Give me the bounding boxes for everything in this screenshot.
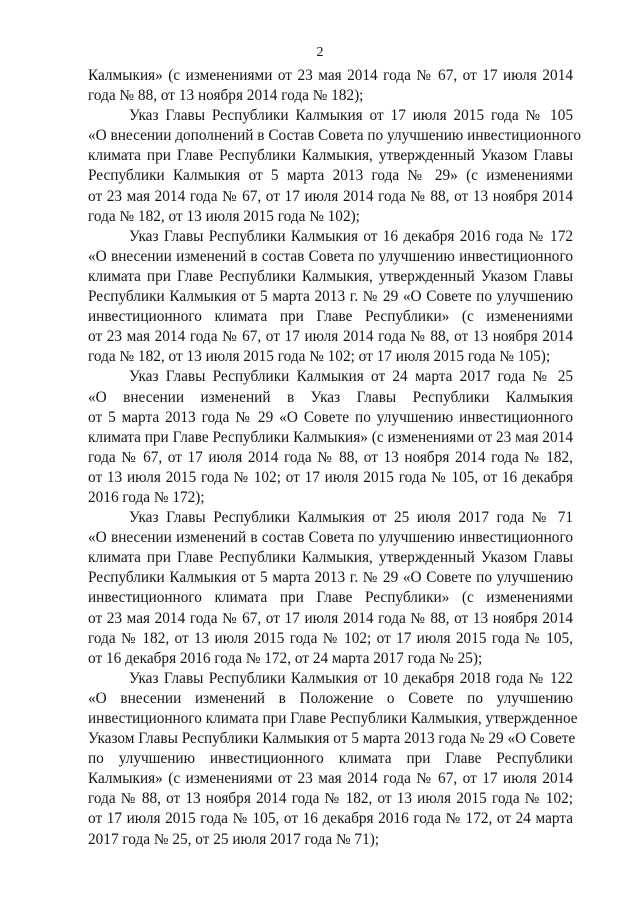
document-body bbox=[88, 66, 582, 850]
text-line: «О внесении изменений в Указ Главы Республики Калмыкия bbox=[88, 388, 573, 406]
text-line: «О внесении изменений в Положение о Совете по улучшению bbox=[88, 689, 573, 707]
text-line: Республики Калмыкия от 5 марта 2013 года № 29» (с изменениями bbox=[88, 167, 573, 185]
text-line: Калмыкия» (с изменениями от 23 мая 2014 года № 67, от 17 июля 2014 bbox=[88, 770, 573, 788]
text-line: Указ Главы Республики Калмыкия от 10 декабря 2018 года № 122 bbox=[129, 669, 573, 687]
text-line: инвестиционного климата при Главе Республики» (с изменениями bbox=[88, 308, 573, 326]
text-line: от 13 июля 2015 года № 102; от 17 июля 2015 года № 105, от 16 декабря bbox=[88, 468, 573, 486]
text-line: от 17 июля 2015 года № 105, от 16 декабря 2016 года № 172, от 24 марта bbox=[88, 810, 573, 828]
text-line: года № 182, от 13 июля 2015 года № 102; от 17 июля 2015 года № 105); bbox=[88, 348, 551, 366]
text-line: «О внесении изменений в состав Совета по улучшению инвестиционного bbox=[88, 247, 573, 265]
text-line: 2016 года № 172); bbox=[88, 488, 205, 506]
text-line: климата при Главе Республики Калмыкия, утвержденный Указом Главы bbox=[88, 267, 573, 285]
text-line: года № 182, от 13 июля 2015 года № 102); bbox=[88, 207, 360, 225]
text-line: года № 88, от 13 ноября 2014 года № 182, от 13 июля 2015 года № 102; bbox=[88, 790, 573, 808]
text-line: Калмыкия» (с изменениями от 23 мая 2014 года № 67, от 17 июля 2014 bbox=[88, 67, 573, 84]
text-line: «О внесении дополнений в Состав Совета по улучшению инвестиционного bbox=[88, 127, 582, 145]
text-line: 2017 года № 25, от 25 июля 2017 года № 71); bbox=[88, 830, 380, 848]
text-line: от 23 мая 2014 года № 67, от 17 июля 2014 года № 88, от 13 ноября 2014 bbox=[88, 187, 573, 205]
text-line: климата при Главе Республики Калмыкия, утвержденный Указом Главы bbox=[88, 147, 573, 165]
text-line: года № 88, от 13 ноября 2014 года № 182); bbox=[88, 87, 364, 105]
text-line: инвестиционного климата при Главе Республики Калмыкия, утвержденное bbox=[88, 710, 578, 727]
text-line: климата при Главе Республики Калмыкия» (с изменениями от 23 мая 2014 bbox=[88, 428, 573, 446]
text-line: инвестиционного климата при Главе Республики» (с изменениями bbox=[88, 589, 573, 607]
text-line: по улучшению инвестиционного климата при Главе Республики bbox=[88, 750, 573, 768]
text-line: «О внесении изменений в состав Совета по улучшению инвестиционного bbox=[88, 529, 573, 547]
text-line: года № 182, от 13 июля 2015 года № 102; от 17 июля 2015 года № 105, bbox=[88, 629, 573, 647]
text-line: от 23 мая 2014 года № 67, от 17 июля 2014 года № 88, от 13 ноября 2014 bbox=[88, 609, 573, 627]
page-number: 2 bbox=[316, 45, 324, 60]
text-line: года № 67, от 17 июля 2014 года № 88, от 13 ноября 2014 года № 182, bbox=[88, 448, 573, 466]
text-line: Указ Главы Республики Калмыкия от 17 июля 2015 года № 105 bbox=[129, 107, 573, 125]
text-line: от 23 мая 2014 года № 67, от 17 июля 2014 года № 88, от 13 ноября 2014 bbox=[88, 328, 573, 346]
text-line: от 16 декабря 2016 года № 172, от 24 марта 2017 года № 25); bbox=[88, 649, 483, 667]
text-line: климата при Главе Республики Калмыкия, утвержденный Указом Главы bbox=[88, 549, 573, 567]
text-line: Указ Главы Республики Калмыкия от 25 июля 2017 года № 71 bbox=[129, 509, 573, 527]
text-line: Указом Главы Республики Калмыкия от 5 марта 2013 года № 29 «О Совете bbox=[88, 730, 576, 748]
text-line: Указ Главы Республики Калмыкия от 16 декабря 2016 года № 172 bbox=[129, 227, 573, 245]
text-line: Республики Калмыкия от 5 марта 2013 г. № 29 «О Совете по улучшению bbox=[88, 288, 573, 306]
text-line: Республики Калмыкия от 5 марта 2013 г. № 29 «О Совете по улучшению bbox=[88, 569, 573, 587]
text-line: от 5 марта 2013 года № 29 «О Совете по улучшению инвестиционного bbox=[88, 408, 573, 426]
text-line: Указ Главы Республики Калмыкия от 24 марта 2017 года № 25 bbox=[129, 368, 573, 386]
